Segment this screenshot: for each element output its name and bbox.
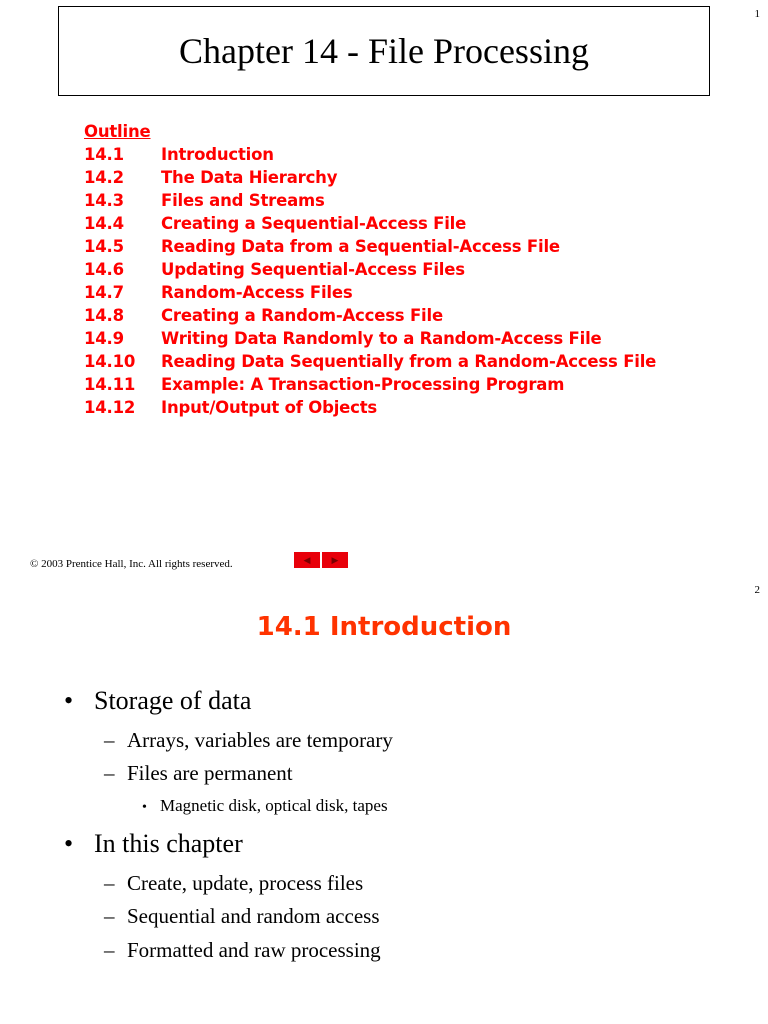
outline-heading[interactable]: Outline [84, 122, 151, 141]
outline-item[interactable] [84, 166, 656, 189]
slide-2 [0, 580, 768, 1024]
bullet-text: Storage of data [94, 686, 252, 715]
bullet-level-2 [104, 761, 293, 786]
slide-title-box [58, 6, 710, 96]
bullet-mark: • [64, 829, 74, 858]
prev-slide-button[interactable] [294, 552, 320, 568]
slide-title: Chapter 14 - File Processing [179, 31, 589, 71]
outline-item-number: 14.1 [84, 145, 124, 164]
bullet-level-1 [64, 686, 251, 716]
outline-item-title: Reading Data from a Sequential-Access File [161, 237, 560, 256]
outline-item-number: 14.12 [84, 398, 136, 417]
bullet-level-2 [104, 871, 363, 896]
next-slide-button[interactable] [322, 552, 348, 568]
outline-item-title: Input/Output of Objects [161, 398, 378, 417]
bullet-mark: – [104, 938, 115, 962]
bullet-mark: – [104, 761, 115, 785]
outline-item-number: 14.4 [84, 214, 124, 233]
outline-item[interactable] [84, 327, 656, 350]
outline-item[interactable] [84, 258, 656, 281]
outline-item-number: 14.10 [84, 352, 136, 371]
bullet-text: Files are permanent [127, 761, 293, 785]
bullet-level-2 [104, 728, 393, 753]
outline-item-title: Reading Data Sequentially from a Random-Access File [161, 352, 657, 371]
outline-item-title: Writing Data Randomly to a Random-Access File [161, 329, 602, 348]
outline-item-title: Files and Streams [161, 191, 325, 210]
bullet-mark: • [64, 686, 74, 715]
outline-item[interactable] [84, 281, 656, 304]
bullet-text: In this chapter [94, 829, 243, 858]
outline-item-number: 14.6 [84, 260, 124, 279]
copyright-footer: © 2003 Prentice Hall, Inc. All rights reserved. [30, 558, 233, 570]
page-number: 2 [754, 584, 760, 596]
outline-item-title: The Data Hierarchy [161, 168, 338, 187]
outline-item-number: 14.8 [84, 306, 124, 325]
bullet-level-2 [104, 904, 380, 929]
bullet-mark: • [142, 800, 147, 815]
outline-item[interactable] [84, 212, 656, 235]
outline-item-number: 14.7 [84, 283, 124, 302]
next-arrow-icon: ▶ [331, 554, 339, 565]
outline-item-title: Creating a Random-Access File [161, 306, 443, 325]
bullet-text: Create, update, process files [127, 871, 364, 895]
bullet-level-1 [64, 829, 243, 859]
outline-item[interactable] [84, 304, 656, 327]
outline-item[interactable] [84, 373, 656, 396]
outline-item-title: Introduction [161, 145, 274, 164]
slide-title: 14.1 Introduction [256, 612, 512, 642]
page-number: 1 [754, 8, 760, 20]
bullet-text: Formatted and raw processing [127, 938, 381, 962]
outline-item-title: Example: A Transaction-Processing Program [161, 375, 565, 394]
outline-item[interactable] [84, 350, 656, 373]
outline-item-number: 14.11 [84, 375, 136, 394]
prev-arrow-icon: ◀ [303, 554, 311, 565]
outline [84, 120, 656, 419]
bullet-level-2 [104, 938, 381, 963]
bullet-mark: – [104, 728, 115, 752]
bullet-text: Magnetic disk, optical disk, tapes [160, 796, 388, 815]
outline-item[interactable] [84, 396, 656, 419]
outline-item-title: Updating Sequential-Access Files [161, 260, 465, 279]
outline-item-title: Random-Access Files [161, 283, 353, 302]
outline-item-number: 14.2 [84, 168, 124, 187]
outline-item-number: 14.3 [84, 191, 124, 210]
outline-item[interactable] [84, 189, 656, 212]
bullet-level-3 [142, 796, 388, 816]
slide-nav [294, 552, 348, 568]
outline-item[interactable] [84, 235, 656, 258]
outline-item-number: 14.5 [84, 237, 124, 256]
outline-item-number: 14.9 [84, 329, 124, 348]
outline-item[interactable] [84, 143, 656, 166]
bullet-text: Arrays, variables are temporary [127, 728, 393, 752]
outline-item-title: Creating a Sequential-Access File [161, 214, 467, 233]
bullet-mark: – [104, 904, 115, 928]
bullet-mark: – [104, 871, 115, 895]
bullet-text: Sequential and random access [127, 904, 380, 928]
